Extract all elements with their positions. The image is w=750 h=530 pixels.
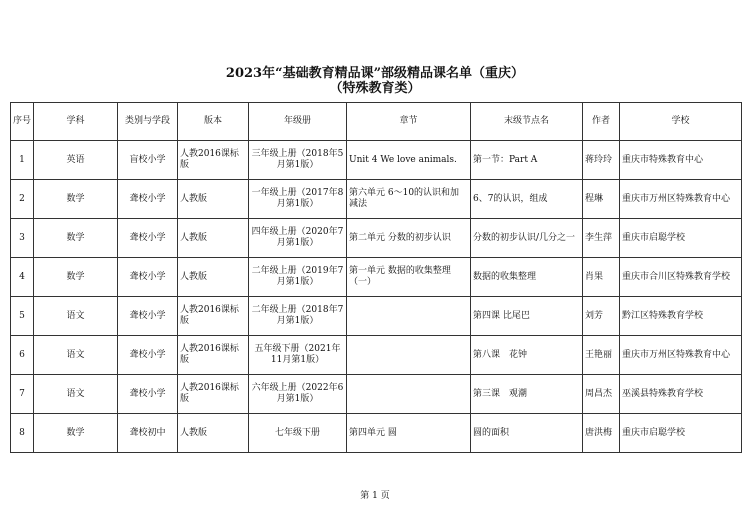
header-subject: 学科 bbox=[34, 103, 118, 141]
cell-subject: 语文 bbox=[34, 375, 118, 414]
cell-chapter: 第二单元 分数的初步认识 bbox=[347, 219, 471, 258]
cell-author: 唐洪梅 bbox=[583, 414, 620, 453]
cell-subject: 数学 bbox=[34, 180, 118, 219]
cell-edition: 人教2016课标版 bbox=[178, 141, 249, 180]
cell-subject: 数学 bbox=[34, 258, 118, 297]
cell-index: 5 bbox=[11, 297, 34, 336]
cell-subject: 英语 bbox=[34, 141, 118, 180]
header-node: 末级节点名 bbox=[471, 103, 583, 141]
cell-category: 聋校小学 bbox=[118, 297, 178, 336]
header-grade: 年级册 bbox=[249, 103, 347, 141]
cell-index: 1 bbox=[11, 141, 34, 180]
cell-author: 程琳 bbox=[583, 180, 620, 219]
page-title: 2023年“基础教育精品课”部级精品课名单（重庆） bbox=[225, 66, 525, 81]
cell-category: 聋校小学 bbox=[118, 375, 178, 414]
table-header-row bbox=[11, 103, 742, 141]
cell-school: 重庆市万州区特殊教育中心 bbox=[620, 336, 742, 375]
cell-grade: 四年级上册（2020年7月第1版） bbox=[249, 219, 347, 258]
cell-index: 6 bbox=[11, 336, 34, 375]
cell-author: 肖果 bbox=[583, 258, 620, 297]
cell-school: 巫溪县特殊教育学校 bbox=[620, 375, 742, 414]
table-row bbox=[11, 336, 742, 375]
header-index: 序号 bbox=[11, 103, 34, 141]
cell-node: 第一节：Part A bbox=[471, 141, 583, 180]
cell-category: 聋校小学 bbox=[118, 258, 178, 297]
cell-edition: 人教版 bbox=[178, 414, 249, 453]
header-author: 作者 bbox=[583, 103, 620, 141]
cell-category: 聋校小学 bbox=[118, 180, 178, 219]
cell-grade: 七年级下册 bbox=[249, 414, 347, 453]
cell-school: 重庆市启聪学校 bbox=[620, 414, 742, 453]
cell-subject: 数学 bbox=[34, 414, 118, 453]
header-edition: 版本 bbox=[178, 103, 249, 141]
table-row bbox=[11, 414, 742, 453]
table-row bbox=[11, 219, 742, 258]
cell-index: 7 bbox=[11, 375, 34, 414]
cell-school: 重庆市启聪学校 bbox=[620, 219, 742, 258]
cell-school: 重庆市特殊教育中心 bbox=[620, 141, 742, 180]
page-number: 第 1 页 bbox=[360, 491, 390, 501]
cell-node: 6、7的认识，组成 bbox=[471, 180, 583, 219]
cell-node: 圆的面积 bbox=[471, 414, 583, 453]
cell-index: 3 bbox=[11, 219, 34, 258]
cell-author: 王艳丽 bbox=[583, 336, 620, 375]
header-chapter: 章节 bbox=[347, 103, 471, 141]
cell-grade: 一年级上册（2017年8月第1版） bbox=[249, 180, 347, 219]
table-row bbox=[11, 297, 742, 336]
cell-school: 重庆市合川区特殊教育学校 bbox=[620, 258, 742, 297]
cell-category: 聋校小学 bbox=[118, 336, 178, 375]
cell-grade: 三年级上册（2018年5月第1版） bbox=[249, 141, 347, 180]
cell-chapter bbox=[347, 297, 471, 336]
cell-subject: 语文 bbox=[34, 297, 118, 336]
cell-edition: 人教版 bbox=[178, 258, 249, 297]
cell-category: 盲校小学 bbox=[118, 141, 178, 180]
cell-author: 刘芳 bbox=[583, 297, 620, 336]
cell-grade: 二年级上册（2018年7月第1版） bbox=[249, 297, 347, 336]
cell-index: 2 bbox=[11, 180, 34, 219]
cell-chapter bbox=[347, 336, 471, 375]
header-school: 学校 bbox=[620, 103, 742, 141]
table-row bbox=[11, 258, 742, 297]
cell-chapter: 第一单元 数据的收集整理（一） bbox=[347, 258, 471, 297]
course-list-table bbox=[10, 102, 742, 453]
cell-chapter: 第六单元 6～10的认识和加减法 bbox=[347, 180, 471, 219]
cell-school: 重庆市万州区特殊教育中心 bbox=[620, 180, 742, 219]
cell-node: 第三课 观潮 bbox=[471, 375, 583, 414]
cell-index: 8 bbox=[11, 414, 34, 453]
cell-chapter bbox=[347, 375, 471, 414]
cell-edition: 人教2016课标版 bbox=[178, 375, 249, 414]
cell-node: 第八课 花钟 bbox=[471, 336, 583, 375]
cell-grade: 五年级下册（2021年11月第1版） bbox=[249, 336, 347, 375]
cell-edition: 人教版 bbox=[178, 180, 249, 219]
table-row bbox=[11, 375, 742, 414]
cell-category: 聋校初中 bbox=[118, 414, 178, 453]
cell-index: 4 bbox=[11, 258, 34, 297]
cell-chapter: Unit 4 We love animals. bbox=[347, 141, 471, 180]
cell-node: 第四课 比尾巴 bbox=[471, 297, 583, 336]
cell-subject: 语文 bbox=[34, 336, 118, 375]
cell-edition: 人教版 bbox=[178, 219, 249, 258]
cell-category: 聋校小学 bbox=[118, 219, 178, 258]
cell-school: 黔江区特殊教育学校 bbox=[620, 297, 742, 336]
cell-grade: 六年级上册（2022年6月第1版） bbox=[249, 375, 347, 414]
cell-node: 数据的收集整理 bbox=[471, 258, 583, 297]
table-row bbox=[11, 180, 742, 219]
cell-edition: 人教2016课标版 bbox=[178, 336, 249, 375]
cell-author: 蒋玲玲 bbox=[583, 141, 620, 180]
cell-author: 李生萍 bbox=[583, 219, 620, 258]
cell-chapter: 第四单元 圆 bbox=[347, 414, 471, 453]
page-subtitle: （特殊教育类） bbox=[329, 81, 421, 96]
cell-edition: 人教2016课标版 bbox=[178, 297, 249, 336]
cell-subject: 数学 bbox=[34, 219, 118, 258]
cell-author: 周昌杰 bbox=[583, 375, 620, 414]
header-category: 类别与学段 bbox=[118, 103, 178, 141]
table-row bbox=[11, 141, 742, 180]
cell-node: 分数的初步认识/几分之一 bbox=[471, 219, 583, 258]
cell-grade: 二年级上册（2019年7月第1版） bbox=[249, 258, 347, 297]
